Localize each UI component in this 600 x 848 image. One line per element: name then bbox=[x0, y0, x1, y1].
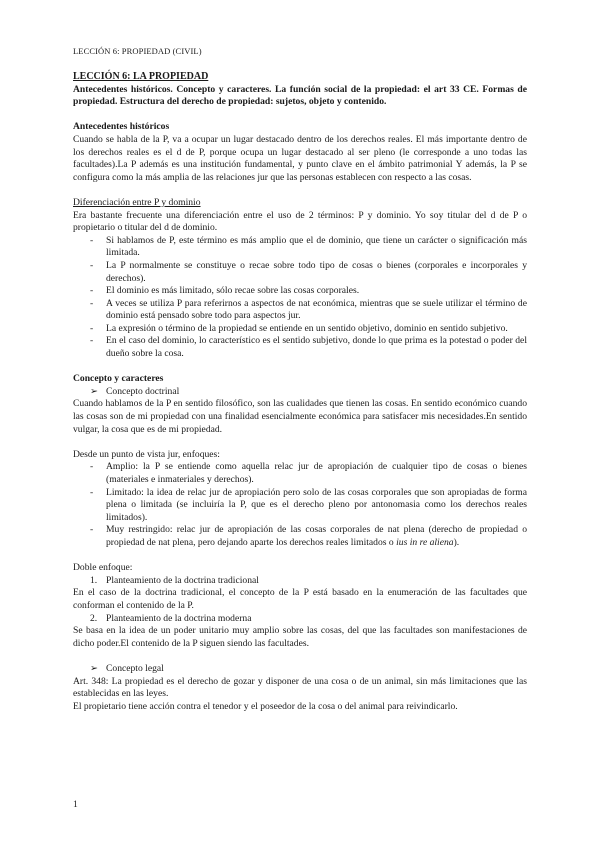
list-item: - A veces se utiliza P para referirnos a aspectos de nat económica, mientras que se suele utilizar el término de dominio está pensado sobre todo para aspectos jur. bbox=[73, 298, 527, 323]
list-item: - Amplio: la P se entiende como aquella relac jur de apropiación de cualquier tipo de cosas o bienes (materiales e inmateriales y derechos). bbox=[73, 461, 527, 486]
document-body bbox=[73, 71, 527, 713]
running-header: LECCIÓN 6: PROPIEDAD (CIVIL) bbox=[73, 46, 202, 56]
paragraph-enfoques-intro: Desde un punto de vista jur, enfoques: bbox=[73, 448, 220, 460]
numbered-heading-moderna: 2. Planteamiento de la doctrina moderna bbox=[90, 612, 252, 624]
paragraph-tradicional: En el caso de la doctrina tradicional, el concepto de la P está basado en la enumeración de las facultades que conforman el contenido de la P. bbox=[73, 587, 527, 611]
subheading-concepto-legal: ➢ Concepto legal bbox=[90, 662, 164, 674]
list-item: - La expresión o término de la propiedad se entiende en un sentido objetivo, dominio en sentido subjetivo. bbox=[73, 323, 527, 336]
paragraph-antecedentes: Cuando se habla de la P, va a ocupar un lugar destacado dentro de los derechos reales. El más importante dentro de los derechos reales es el d de P, porque ocupa un lugar destacado al ser pleno (le corresponde a uno todas las facultades).La P además es una institución fundamental, y punto clave en el ámbito patrimonial Y además, la P se configura como la más amplia de las relaciones jur que las personas establecen con respecto a las cosas. bbox=[73, 133, 527, 183]
list-item: - Si hablamos de P, este término es más amplio que el de dominio, que tiene un carácter o significación más limitada. bbox=[73, 235, 527, 260]
page-number: 1 bbox=[73, 799, 78, 810]
paragraph-accion-reivindicatoria: El propietario tiene acción contra el tenedor y el poseedor de la cosa o del animal para reivindicarlo. bbox=[73, 700, 458, 712]
arrow-bullet-icon: ➢ bbox=[90, 385, 99, 397]
lesson-summary: Antecedentes históricos. Concepto y caracteres. La función social de la propiedad: el art 33 CE. Formas de propiedad. Estructura del derecho de propiedad: sujetos, objeto y contenido. bbox=[73, 83, 527, 108]
subheading-concepto-doctrinal: ➢ Concepto doctrinal bbox=[90, 385, 180, 397]
diferenciacion-list bbox=[73, 235, 527, 361]
numbered-heading-tradicional: 1. Planteamiento de la doctrina tradicional bbox=[90, 574, 259, 586]
enfoques-list bbox=[73, 461, 527, 549]
list-item: - La P normalmente se constituye o recae sobre todo tipo de cosas o bienes (corporales e incorporales y derechos). bbox=[73, 260, 527, 285]
paragraph-art-348: Art. 348: La propiedad es el derecho de gozar y disponer de una cosa o de un animal, sin más limitaciones que las establecidas en las leyes. bbox=[73, 675, 527, 700]
section-heading-diferenciacion: Diferenciación entre P y dominio bbox=[73, 196, 201, 208]
list-item: - Muy restringido: relac jur de apropiación de las cosas corporales de nat plena (derecho de propiedad o propiedad de nat plena, pero dejando aparte los derechos reales limitados o ius in re aliena). bbox=[73, 524, 527, 549]
list-item: - El dominio es más limitado, sólo recae sobre las cosas corporales. bbox=[73, 285, 527, 298]
paragraph-diferenciacion: Era bastante frecuente una diferenciación entre el uso de 2 términos: P y dominio. Yo soy titular del d de P o propietario o titular del d de dominio. bbox=[73, 209, 527, 234]
arrow-bullet-icon: ➢ bbox=[90, 662, 99, 674]
latin-term: ius in re aliena bbox=[396, 536, 454, 548]
section-heading-concepto: Concepto y caracteres bbox=[73, 373, 164, 385]
section-heading-antecedentes: Antecedentes históricos bbox=[73, 121, 170, 133]
paragraph-concepto-doctrinal: Cuando hablamos de la P en sentido filosófico, son las cualidades que tienen las cosas. En sentido económico cuando las cosas son de mi propiedad con una finalidad esencialmente económica para satisfacer mis necesidades.En sentido vulgar, la cosa que es de mi propiedad. bbox=[73, 398, 527, 435]
paragraph-doble-enfoque: Doble enfoque: bbox=[73, 562, 133, 574]
list-item: - Limitado: la idea de relac jur de apropiación pero solo de las cosas corporales que son apropiadas de forma plena o limitada (se incluiría la P, que es el derecho pleno por antonomasia como los derechos reales limitados). bbox=[73, 487, 527, 525]
list-item: - En el caso del dominio, lo característico es el sentido subjetivo, donde lo que prima es la potestad o poder del dueño sobre la cosa. bbox=[73, 335, 527, 360]
lesson-title: LECCIÓN 6: LA PROPIEDAD bbox=[73, 71, 209, 82]
paragraph-moderna: Se basa en la idea de un poder unitario muy amplio sobre las cosas, del que las facultades son manifestaciones de dicho poder.El contenido de la P siguen siendo las facultades. bbox=[73, 625, 527, 649]
